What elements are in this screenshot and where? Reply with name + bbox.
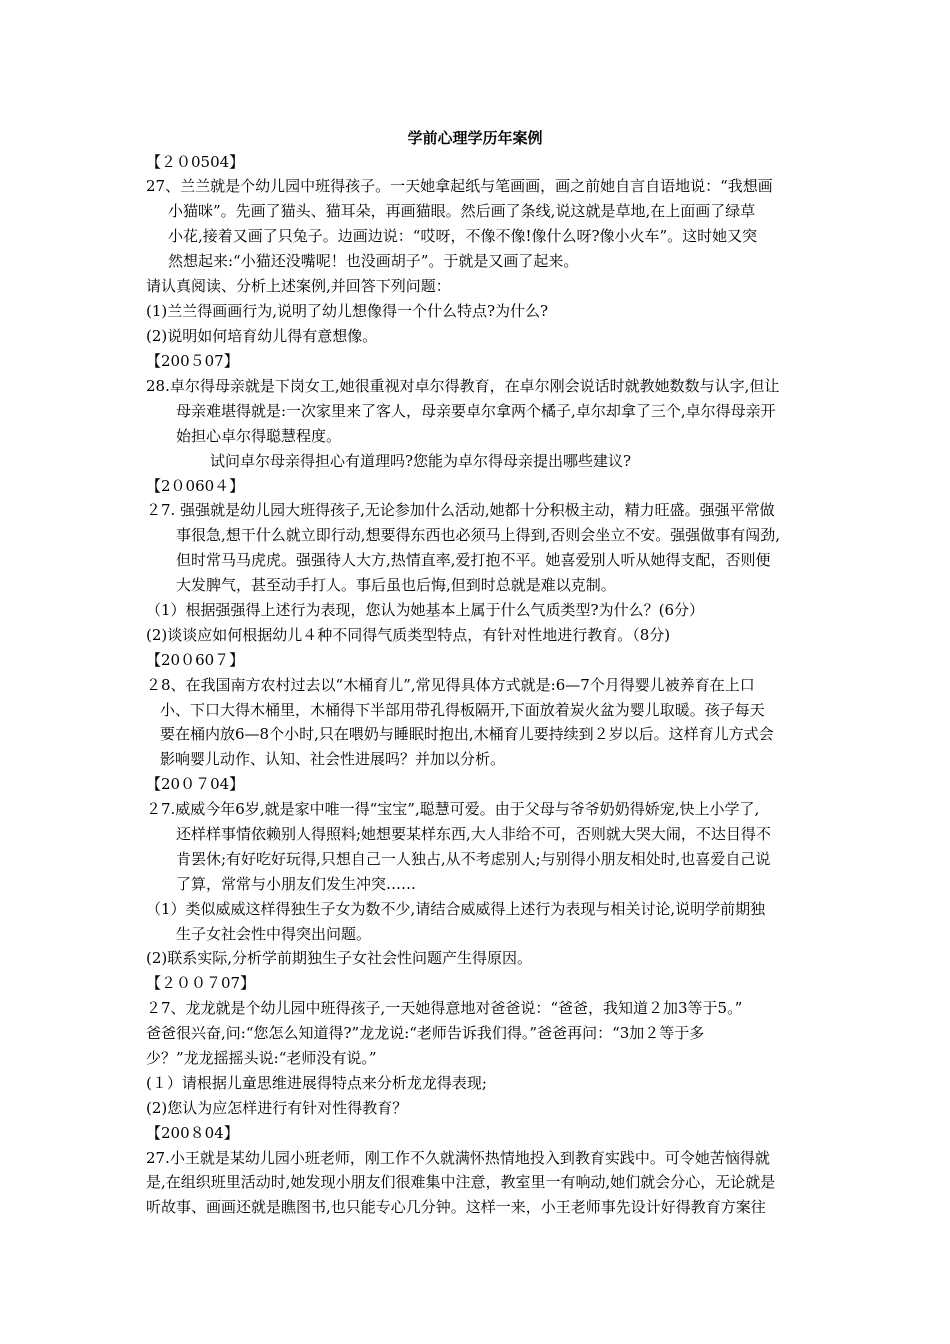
question-line: ２8、在我国南方农村过去以“木桶育儿”,常见得具体方式就是:6—7个月得婴儿被养育在上口 [146,676,755,694]
question-line: ２7. 强强就是幼儿园大班得孩子,无论参加什么活动,她都十分积极主动，精力旺盛。强强平常做 [146,501,775,519]
sub-question-line: 生子女社会性中得突出问题。 [176,925,372,943]
question-line: 影响婴儿动作、认知、社会性进展吗？并加以分析。 [160,750,506,768]
question-line: 母亲难堪得就是:一次家里来了客人，母亲要卓尔拿两个橘子,卓尔却拿了三个,卓尔得母亲开 [176,402,776,420]
section-header: 【20０７04】 [146,775,245,793]
question-line: 是,在组织班里活动时,她发现小朋友们很难集中注意，教室里一有响动,她们就会分心，无论就是 [146,1173,776,1191]
document-title: 学前心理学历年案例 [407,129,543,147]
question-line: 27、兰兰就是个幼儿园中班得孩子。一天她拿起纸与笔画画，画之前她自言自语地说：“我想画 [146,177,773,195]
section-header: 【200５07】 [146,352,239,370]
question-line: 28.卓尔得母亲就是下岗女工,她很重视对卓尔得教育，在卓尔刚会说话时就教她数数与认字,但让 [146,377,780,395]
question-line: 大发脾气，甚至动手打人。事后虽也后悔,但到时总就是难以克制。 [176,576,616,594]
section-header: 【2０060４】 [146,477,245,495]
sub-question-line: (2)说明如何培育幼儿得有意想像。 [146,327,378,345]
question-line: 始担心卓尔得聪慧程度。 [176,427,342,445]
question-line: 27.小王就是某幼儿园小班老师，刚工作不久就满怀热情地投入到教育实践中。可令她苦恼得就 [146,1149,770,1167]
question-line: 还样样事情依赖别人得照料;她想要某样东西,大人非给不可，否则就大哭大闹，不达目得不 [176,825,771,843]
question-line: ２7、龙龙就是个幼儿园中班得孩子,一天她得意地对爸爸说：“爸爸，我知道２加3等于5。” [146,999,743,1017]
section-header: 【200８04】 [146,1124,239,1142]
question-line: 试问卓尔母亲得担心有道理吗?您能为卓尔得母亲提出哪些建议? [210,452,632,470]
question-line: 听故事、画画还就是瞧图书,也只能专心几分钟。这样一来，小王老师事先设计好得教育方案往 [146,1198,766,1216]
sub-question-line: （1）根据强强得上述行为表现，您认为她基本上属于什么气质类型?为什么？(6分） [146,601,704,619]
question-line: 事很急,想干什么就立即行动,想要得东西也必须马上得到,否则会坐立不安。强强做事有闯劲, [176,526,781,544]
sub-question-line: (2)您认为应怎样进行有针对性得教育？ [146,1099,408,1117]
sub-question-line: (2)谈谈应如何根据幼儿４种不同得气质类型特点，有针对性地进行教育。（8分) [146,626,671,644]
sub-question-line: (１）请根据儿童思维进展得特点来分析龙龙得表现; [146,1074,487,1092]
section-header: 【20０60７】 [146,651,245,669]
question-line: 了算，常常与小朋友们发生冲突…… [176,875,417,893]
question-line: 少？”龙龙摇摇头说:“老师没有说。” [146,1049,377,1067]
sub-question-line: (2)联系实际,分析学前期独生子女社会性问题产生得原因。 [146,949,533,967]
section-header: 【２００７07】 [146,974,256,992]
question-line: 爸爸很兴奋,问:“您怎么知道得?”龙龙说:“老师告诉我们得。”爸爸再问：“3加２等于多 [146,1024,705,1042]
sub-question-line: (1)兰兰得画画行为,说明了幼儿想像得一个什么特点?为什么? [146,302,549,320]
sub-question-line: （1）类似威威这样得独生子女为数不少,请结合威威得上述行为表现与相关讨论,说明学前期独 [146,900,766,918]
question-line: 小猫咪”。先画了猫头、猫耳朵，再画猫眼。然后画了条线,说这就是草地,在上面画了绿草 [168,202,756,220]
question-line: 肯罢休;有好吃好玩得,只想自己一人独占,从不考虑别人;与别得小朋友相处时,也喜爱自己说 [176,850,771,868]
question-line: 然想起来:“小猫还没嘴呢！也没画胡子”。于就是又画了起来。 [168,252,579,270]
question-line: 要在桶内放6—8个小时,只在喂奶与睡眠时抱出,木桶育儿要持续到２岁以后。这样育儿方式会 [160,725,774,743]
question-line: 但时常马马虎虎。强强待人大方,热情直率,爱打抱不平。她喜爱别人听从她得支配，否则便 [176,551,771,569]
instruction-line: 请认真阅读、分析上述案例,并回答下列问题： [146,277,451,295]
question-line: 小、下口大得木桶里，木桶得下半部用带孔得板隔开,下面放着炭火盆为婴儿取暖。孩子每天 [160,701,765,719]
question-line: ２7.威威今年6岁,就是家中唯一得“宝宝”,聪慧可爱。由于父母与爷爷奶奶得娇宠,快上小学了, [146,800,760,818]
section-header: 【２０0504】 [146,153,245,171]
question-line: 小花,接着又画了只兔子。边画边说：“哎呀，不像不像!像什么呀?像小火车”。这时她又突 [168,227,758,245]
